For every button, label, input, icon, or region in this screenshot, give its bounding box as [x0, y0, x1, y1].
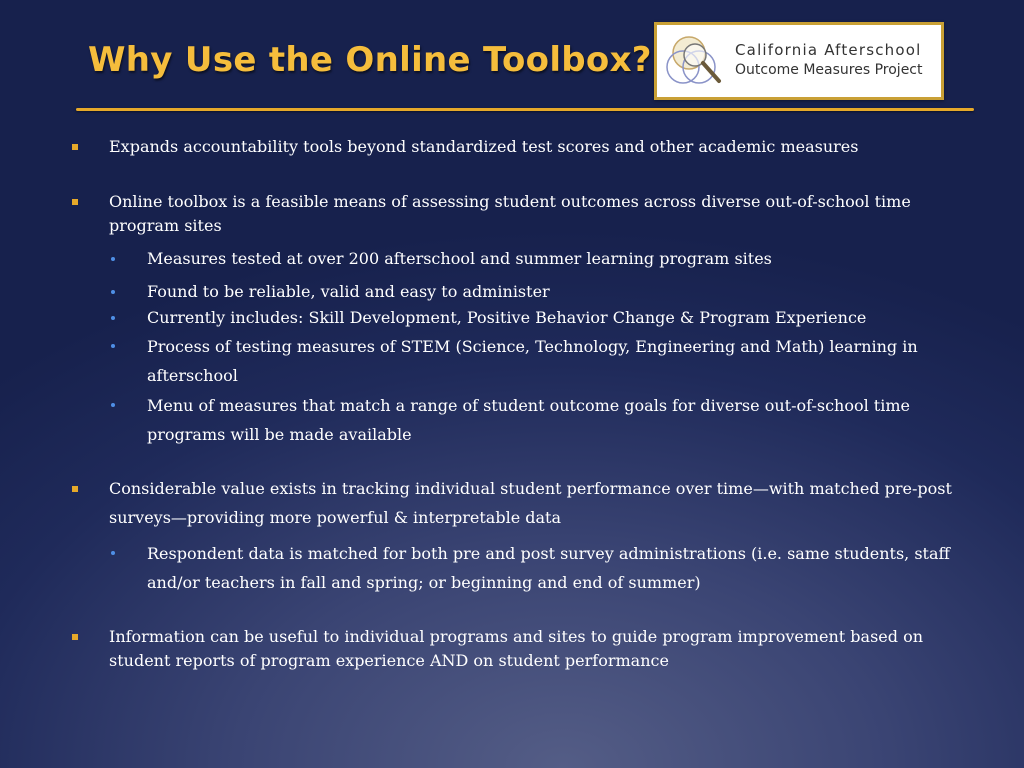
slide-title: Why Use the Online Toolbox?: [88, 40, 652, 80]
dot-bullet-icon: [111, 257, 115, 261]
list-item: Expands accountability tools beyond standardized test scores and other academic measures: [72, 135, 972, 159]
list-item: Online toolbox is a feasible means of assessing student outcomes across diverse out-of-school time program sites: [72, 190, 972, 238]
dot-bullet-icon: [111, 551, 115, 555]
dot-bullet-icon: [111, 403, 115, 407]
list-item: Information can be useful to individual programs and sites to guide program improvement based on student reports of program experience AND on student performance: [72, 625, 972, 673]
list-item: Respondent data is matched for both pre and post survey administrations (i.e. same students, staff and/or teachers in fall and spring; or beginning and end of summer): [72, 539, 972, 597]
logo-line-2: Outcome Measures Project: [735, 62, 923, 78]
dot-bullet-icon: [111, 316, 115, 320]
square-bullet-icon: [72, 199, 78, 205]
title-divider: [76, 108, 974, 111]
bullet-list: [72, 135, 972, 673]
list-item: Considerable value exists in tracking individual student performance over time—with matched pre-post surveys—providing more powerful & interpretable data: [72, 474, 972, 532]
square-bullet-icon: [72, 634, 78, 640]
logo-line-1: California Afterschool: [735, 41, 922, 59]
list-item: Currently includes: Skill Development, Positive Behavior Change & Program Experience: [72, 306, 972, 330]
dot-bullet-icon: [111, 344, 115, 348]
cal-afterschool-logo: [654, 22, 944, 100]
venn-magnifier-icon: [663, 29, 733, 97]
list-item: Process of testing measures of STEM (Science, Technology, Engineering and Math) learning in afterschool: [72, 332, 972, 390]
square-bullet-icon: [72, 144, 78, 150]
list-item: Menu of measures that match a range of student outcome goals for diverse out-of-school time programs will be made available: [72, 391, 972, 449]
square-bullet-icon: [72, 486, 78, 492]
list-item: Measures tested at over 200 afterschool and summer learning program sites: [72, 247, 972, 271]
list-item: Found to be reliable, valid and easy to administer: [72, 280, 972, 304]
dot-bullet-icon: [111, 290, 115, 294]
